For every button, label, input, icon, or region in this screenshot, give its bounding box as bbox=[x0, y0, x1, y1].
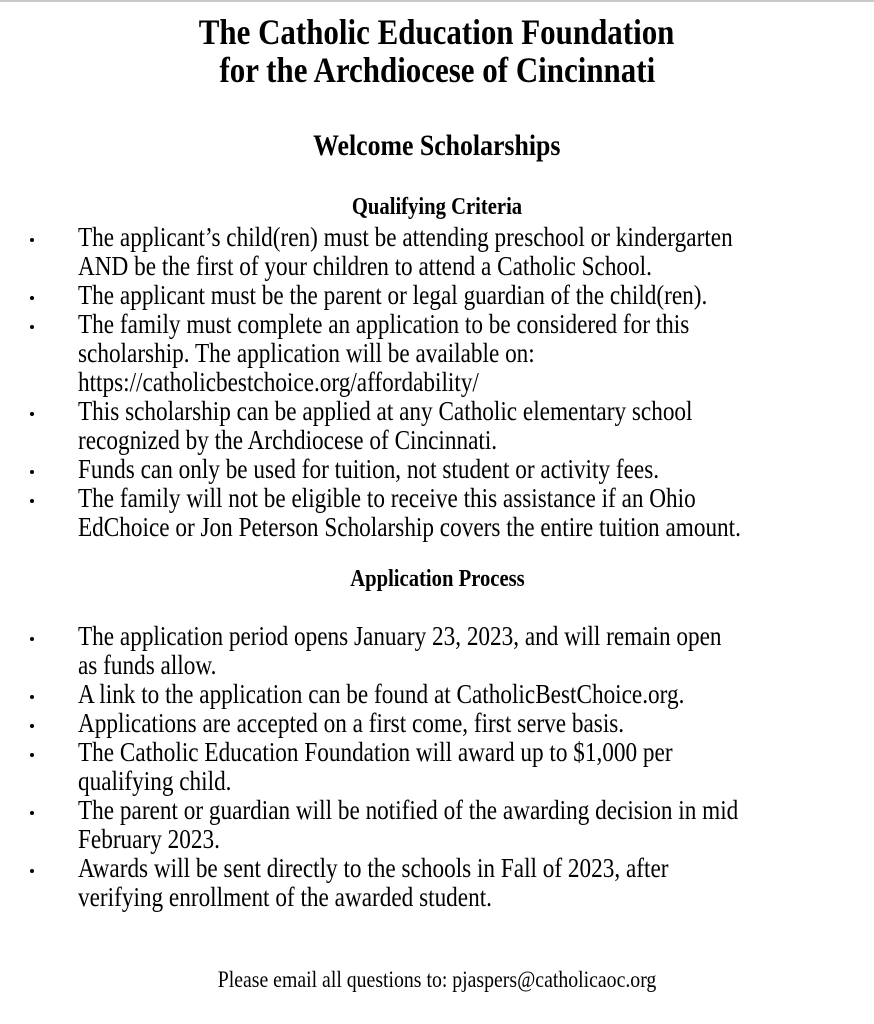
list-item: Applications are accepted on a first come, first serve basis. bbox=[0, 709, 874, 738]
list-item: Funds can only be used for tuition, not student or activity fees. bbox=[0, 455, 874, 484]
list-item: This scholarship can be applied at any Catholic elementary school recognized by the Archdiocese of Cincinnati. bbox=[0, 397, 874, 455]
application-process-list bbox=[0, 622, 874, 912]
qualifying-criteria-heading: Qualifying Criteria bbox=[351, 194, 523, 220]
list-item: A link to the application can be found at CatholicBestChoice.org. bbox=[0, 680, 874, 709]
bullet-icon bbox=[28, 680, 38, 709]
list-item: The family must complete an application to be considered for this scholarship. The application will be available on: https://catholicbestchoice.org/affordability/ bbox=[0, 310, 874, 397]
bullet-icon bbox=[28, 310, 38, 339]
bullet-icon bbox=[28, 622, 38, 651]
affordability-url[interactable]: https://catholicbestchoice.org/affordability/ bbox=[78, 367, 479, 397]
bullet-icon bbox=[28, 796, 38, 825]
top-border bbox=[0, 0, 874, 2]
contact-footer bbox=[0, 967, 874, 993]
qualifying-criteria-list bbox=[0, 223, 874, 542]
bullet-icon bbox=[28, 397, 38, 426]
document-subtitle: Welcome Scholarships bbox=[313, 129, 561, 162]
bullet-icon bbox=[28, 738, 38, 767]
list-item: The application period opens January 23, 2023, and will remain open as funds allow. bbox=[0, 622, 874, 680]
bullet-icon bbox=[28, 223, 38, 252]
list-item: The family will not be eligible to receive this assistance if an Ohio EdChoice or Jon Peterson Scholarship covers the entire tuition amount. bbox=[0, 484, 874, 542]
contact-email-text[interactable]: Please email all questions to: pjaspers@catholicaoc.org bbox=[217, 967, 657, 992]
bullet-icon bbox=[28, 854, 38, 883]
document-title-line-1: The Catholic Education Foundation bbox=[199, 12, 675, 52]
document-title-line-2: for the Archdiocese of Cincinnati bbox=[219, 50, 655, 90]
list-item: The applicant must be the parent or legal guardian of the child(ren). bbox=[0, 281, 874, 310]
bullet-icon bbox=[28, 281, 38, 310]
list-item: The Catholic Education Foundation will award up to $1,000 per qualifying child. bbox=[0, 738, 874, 796]
list-item: Awards will be sent directly to the schools in Fall of 2023, after verifying enrollment of the awarded student. bbox=[0, 854, 874, 912]
bullet-icon bbox=[28, 484, 38, 513]
bullet-icon bbox=[28, 455, 38, 484]
list-item: The parent or guardian will be notified of the awarding decision in mid February 2023. bbox=[0, 796, 874, 854]
application-process-heading: Application Process bbox=[349, 566, 525, 592]
list-item: The applicant’s child(ren) must be attending preschool or kindergarten AND be the first of your children to attend a Catholic School. bbox=[0, 223, 874, 281]
bullet-icon bbox=[28, 709, 38, 738]
